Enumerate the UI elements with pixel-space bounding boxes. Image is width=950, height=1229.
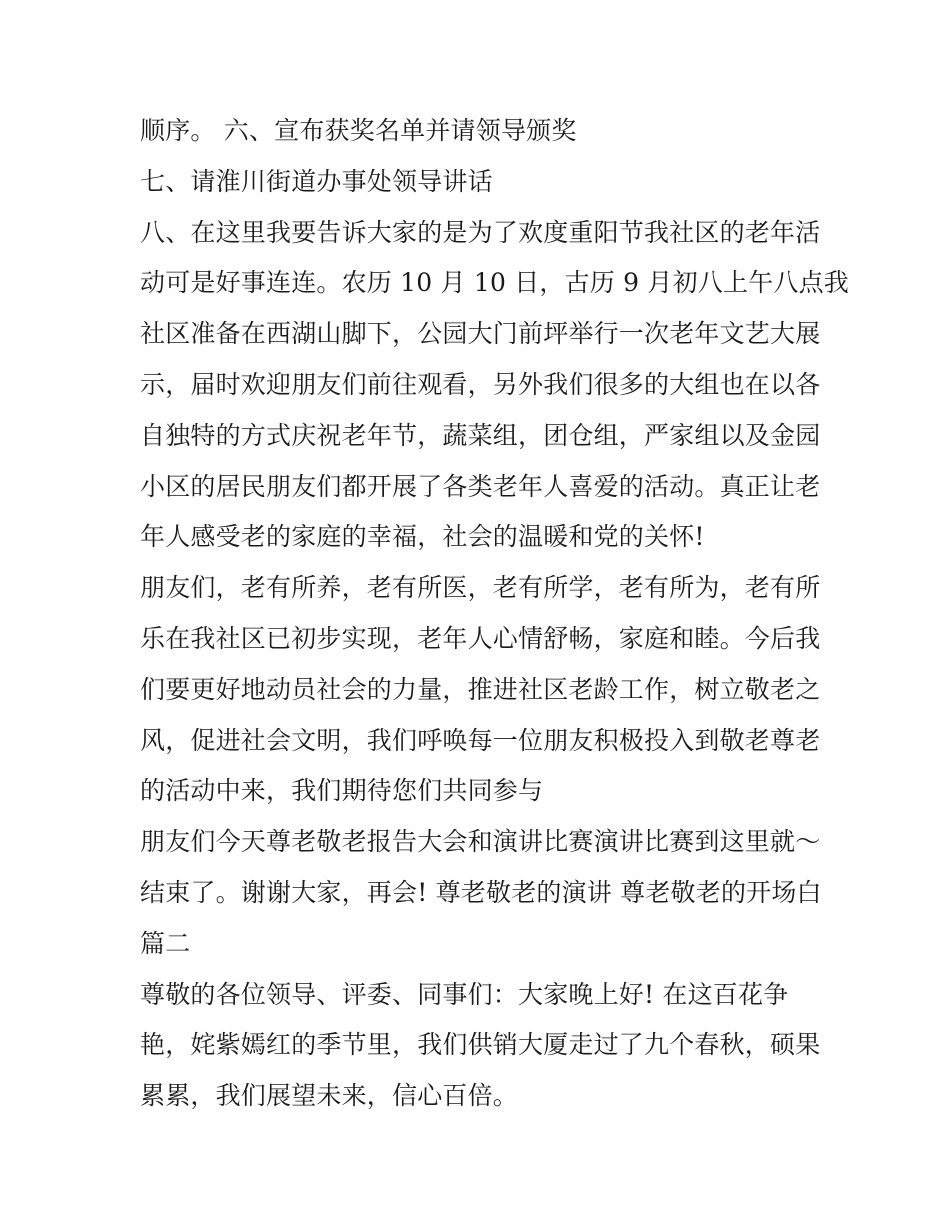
text-line: 篇二 — [140, 928, 191, 958]
text-line: 艳，姹紫嫣红的季节里，我们供销大厦走过了九个春秋，硕果 — [140, 1030, 821, 1060]
text-line: 乐在我社区已初步实现，老年人心情舒畅，家庭和睦。今后我 — [140, 623, 821, 653]
text-line: 八、在这里我要告诉大家的是为了欢度重阳节我社区的老年活 — [140, 217, 821, 247]
text-line: 示，届时欢迎朋友们前往观看，另外我们很多的大组也在以各 — [140, 369, 821, 399]
text-line: 们要更好地动员社会的力量，推进社区老龄工作，树立敬老之 — [140, 674, 821, 704]
text-line: 七、请淮川街道办事处领导讲话 — [140, 166, 493, 196]
text-line: 动可是好事连连。农历 10 月 10 日，古历 9 月初八上午八点我 — [140, 268, 850, 298]
text-line: 的活动中来，我们期待您们共同参与 — [140, 776, 544, 806]
text-line: 朋友们，老有所养，老有所医，老有所学，老有所为，老有所 — [140, 573, 821, 603]
text-line: 风，促进社会文明，我们呼唤每一位朋友积极投入到敬老尊老 — [140, 725, 821, 755]
text-line: 顺序。 六、宣布获奖名单并请领导颁奖 — [140, 116, 577, 145]
text-line: 自独特的方式庆祝老年节，蔬菜组，团仓组，严家组以及金园 — [140, 420, 821, 450]
text-line: 尊敬的各位领导、评委、同事们：大家晚上好! 在这百花争 — [140, 979, 789, 1009]
text-line: 结束了。谢谢大家，再会! 尊老敬老的演讲 尊老敬老的开场白 — [140, 877, 822, 907]
text-line: 朋友们今天尊老敬老报告大会和演讲比赛演讲比赛到这里就～ — [140, 827, 821, 857]
text-line: 年人感受老的家庭的幸福，社会的温暖和党的关怀! — [140, 522, 705, 552]
text-line: 累累，我们展望未来，信心百倍。 — [140, 1081, 519, 1111]
text-line: 小区的居民朋友们都开展了各类老年人喜爱的活动。真正让老 — [140, 471, 821, 501]
document-body — [140, 106, 850, 1122]
text-line: 社区准备在西湖山脚下，公园大门前坪举行一次老年文艺大展 — [140, 319, 821, 349]
